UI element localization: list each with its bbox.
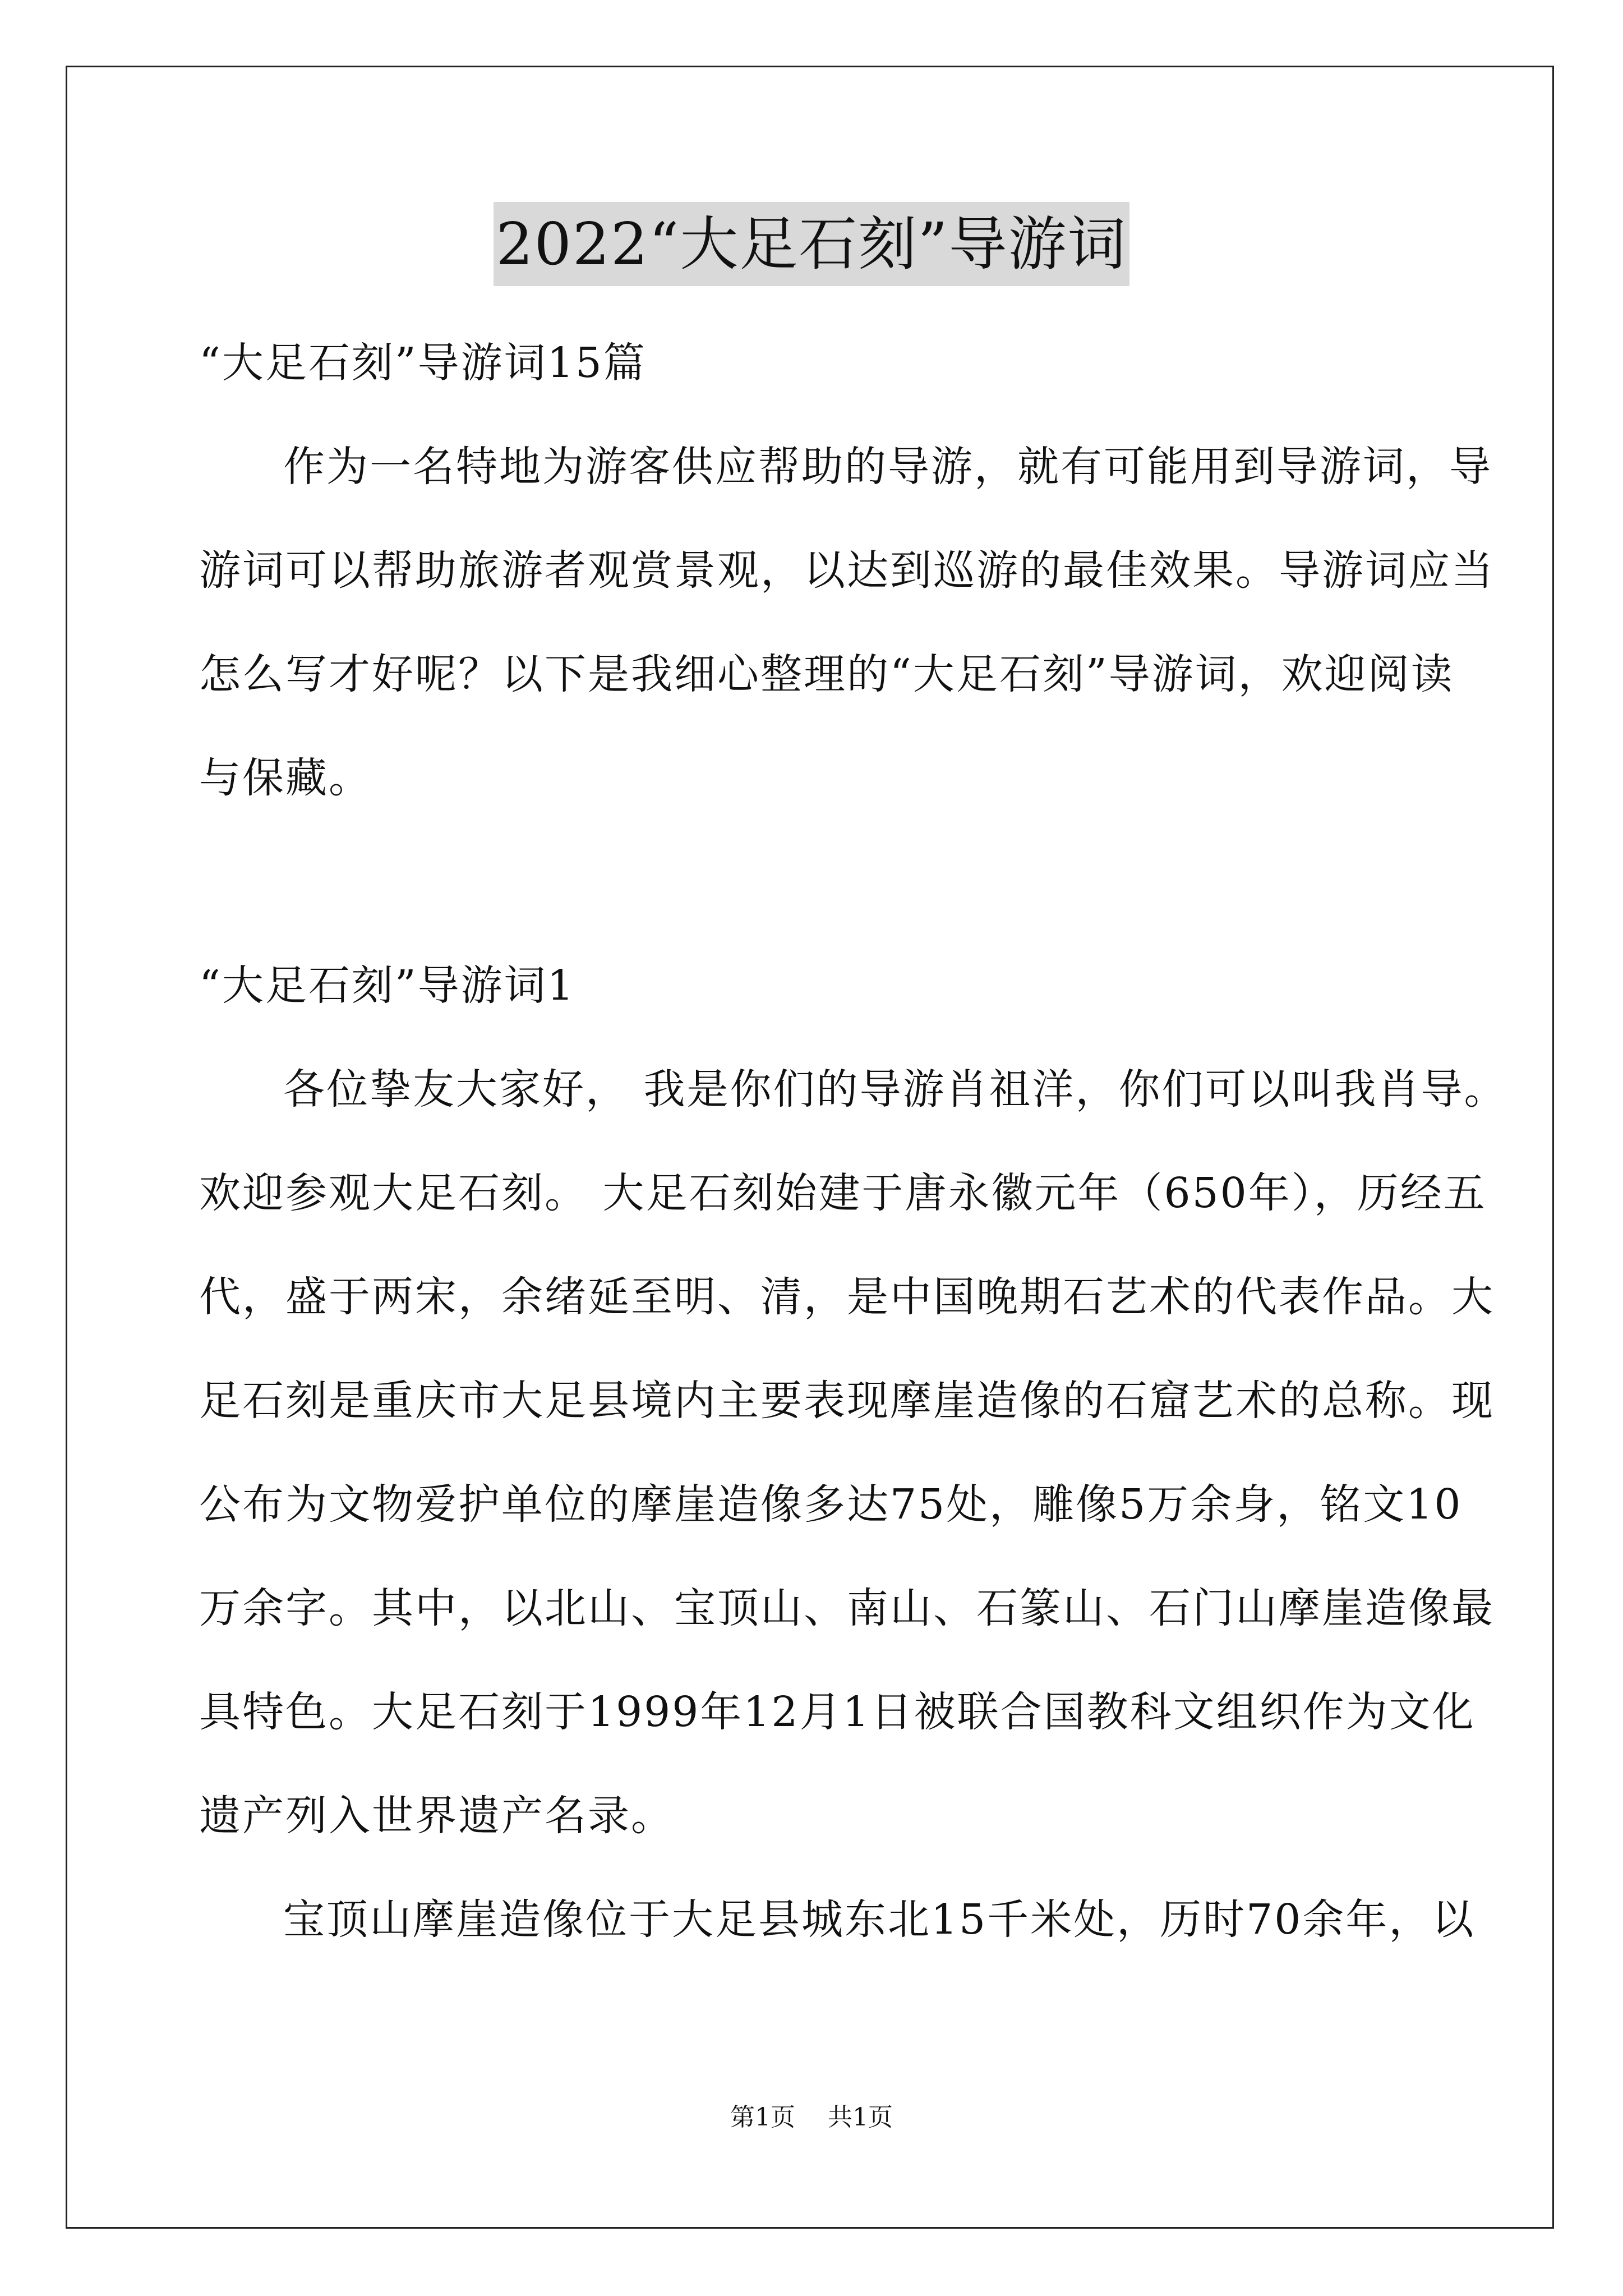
body-line: 宝顶山摩崖造像位于大足县城东北15千米处，历时70余年，以 (283, 1895, 1476, 1944)
body-line: 公布为文物爱护单位的摩崖造像多达75处，雕像5万余身，铭文10 (199, 1480, 1463, 1529)
section-heading: “大足石刻”导游词1 (199, 961, 575, 1010)
paragraph-gap (199, 830, 1433, 934)
intro-line: 与保藏。 (199, 754, 372, 802)
body-line: 足石刻是重庆市大足县境内主要表现摩崖造像的石窟艺术的总称。现 (199, 1377, 1495, 1425)
page-total: 共1页 (828, 2103, 893, 2132)
page-number: 第1页 (730, 2103, 795, 2132)
subtitle: “大足石刻”导游词15篇 (199, 339, 647, 387)
document-title: 2022“大足石刻”导游词 (494, 202, 1129, 286)
body-line: 代，盛于两宋，余绪延至明、清，是中国晚期石艺术的代表作品。大 (199, 1273, 1495, 1321)
intro-line: 作为一名特地为游客供应帮助的导游，就有可能用到导游词，导 (283, 443, 1492, 491)
document-body (199, 311, 1507, 1972)
body-line: 具特色。大足石刻于1999年12月1日被联合国教科文组织作为文化 (199, 1688, 1476, 1736)
title-container (0, 202, 1623, 286)
body-line: 各位挚友大家好， 我是你们的导游肖祖洋，你们可以叫我肖导。 (283, 1065, 1507, 1114)
intro-line: 怎么写才好呢？以下是我细心整理的“大足石刻”导游词，欢迎阅读 (199, 650, 1454, 698)
body-line: 万余字。其中，以北山、宝顶山、南山、石篆山、石门山摩崖造像最 (199, 1584, 1495, 1632)
intro-line: 游词可以帮助旅游者观赏景观，以达到巡游的最佳效果。导游词应当 (199, 546, 1495, 595)
body-line: 遗产列入世界遗产名录。 (199, 1792, 674, 1840)
body-line: 欢迎参观大足石刻。 大足石刻始建于唐永徽元年（650年），历经五 (199, 1169, 1487, 1217)
page-footer (0, 2101, 1623, 2134)
